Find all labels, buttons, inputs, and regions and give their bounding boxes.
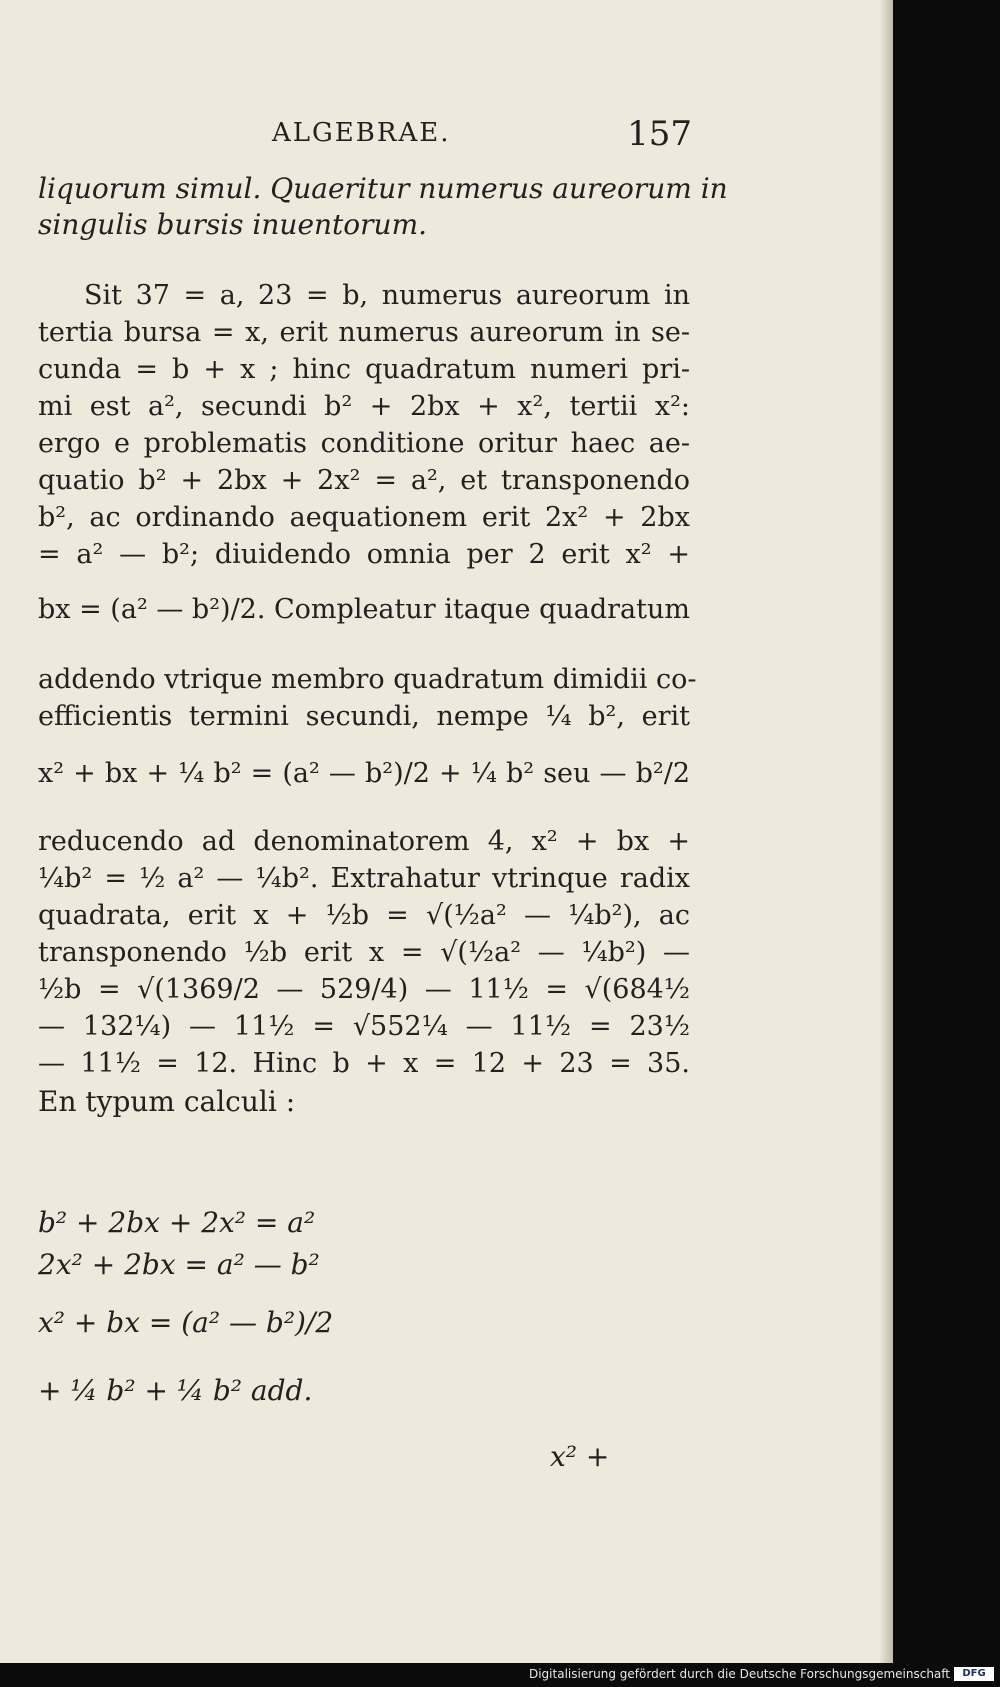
dfg-logo: DFG — [954, 1667, 994, 1681]
calc-line: x² + bx = (a² — b²)/2 — [38, 1306, 334, 1339]
main-paragraph — [38, 280, 697, 1160]
text-line: En typum calculi : — [38, 1085, 296, 1118]
text-line: quatio b² + 2bx + 2x² = a², et transponendo — [38, 465, 690, 496]
calc-line: b² + 2bx + 2x² = a² — [38, 1206, 316, 1239]
text-line: ergo e problematis conditione oritur haec ae- — [38, 428, 690, 459]
calc-line: 2x² + 2bx = a² — b² — [38, 1248, 320, 1281]
text-line: = a² — b²; diuidendo omnia per 2 erit x² + — [38, 539, 690, 570]
text-line: liquorum simul. Quaeritur numerus aureorum in — [38, 172, 728, 205]
text-line: transponendo ½b erit x = √(½a² — ¼b²) — — [38, 937, 690, 968]
page-number: 157 — [627, 114, 692, 154]
text-line: b², ac ordinando aequationem erit 2x² + 2bx — [38, 502, 690, 533]
equation-line: x² + bx + ¼ b² = (a² — b²)/2 + ¼ b² seu — b²/2 — [38, 758, 690, 789]
catchword-text: x² + — [550, 1440, 610, 1473]
continuation-text — [38, 172, 728, 242]
text-line: cunda = b + x ; hinc quadratum numeri pri- — [38, 354, 690, 385]
text-line: singulis bursis inuentorum. — [38, 208, 428, 241]
text-line: quadrata, erit x + ½b = √(½a² — ¼b²), ac — [38, 900, 690, 931]
text-line: — 132¼) — 11½ = √552¼ — 11½ = 23½ — [38, 1011, 690, 1042]
calc-line: + ¼ b² + ¼ b² add. — [38, 1374, 313, 1407]
text-line: ½b = √(1369/2 — 529/4) — 11½ = √(684½ — [38, 974, 690, 1005]
page-header — [272, 114, 692, 158]
equation-line: bx = (a² — b²)/2. Compleatur itaque quadratum — [38, 594, 690, 625]
text-line: mi est a², secundi b² + 2bx + x², tertii x²: — [38, 391, 690, 422]
catchword — [550, 1440, 650, 1480]
text-line: addendo vtrique membro quadratum dimidii co- — [38, 664, 697, 695]
digitization-footer — [0, 1663, 1000, 1687]
calculus-block — [38, 1206, 690, 1436]
text-line: tertia bursa = x, erit numerus aureorum in se- — [38, 317, 690, 348]
footer-credit: Digitalisierung gefördert durch die Deutsche Forschungsgemeinschaft — [528, 1667, 950, 1681]
text-line: ¼b² = ½ a² — ¼b². Extrahatur vtrinque radix — [38, 863, 690, 894]
text-line: reducendo ad denominatorem 4, x² + bx + — [38, 826, 690, 857]
running-head: ALGEBRAE. — [272, 118, 451, 148]
text-line: efficientis termini secundi, nempe ¼ b², erit — [38, 701, 690, 732]
text-line: — 11½ = 12. Hinc b + x = 12 + 23 = 35. — [38, 1048, 690, 1079]
text-line: Sit 37 = a, 23 = b, numerus aureorum in — [84, 280, 690, 311]
